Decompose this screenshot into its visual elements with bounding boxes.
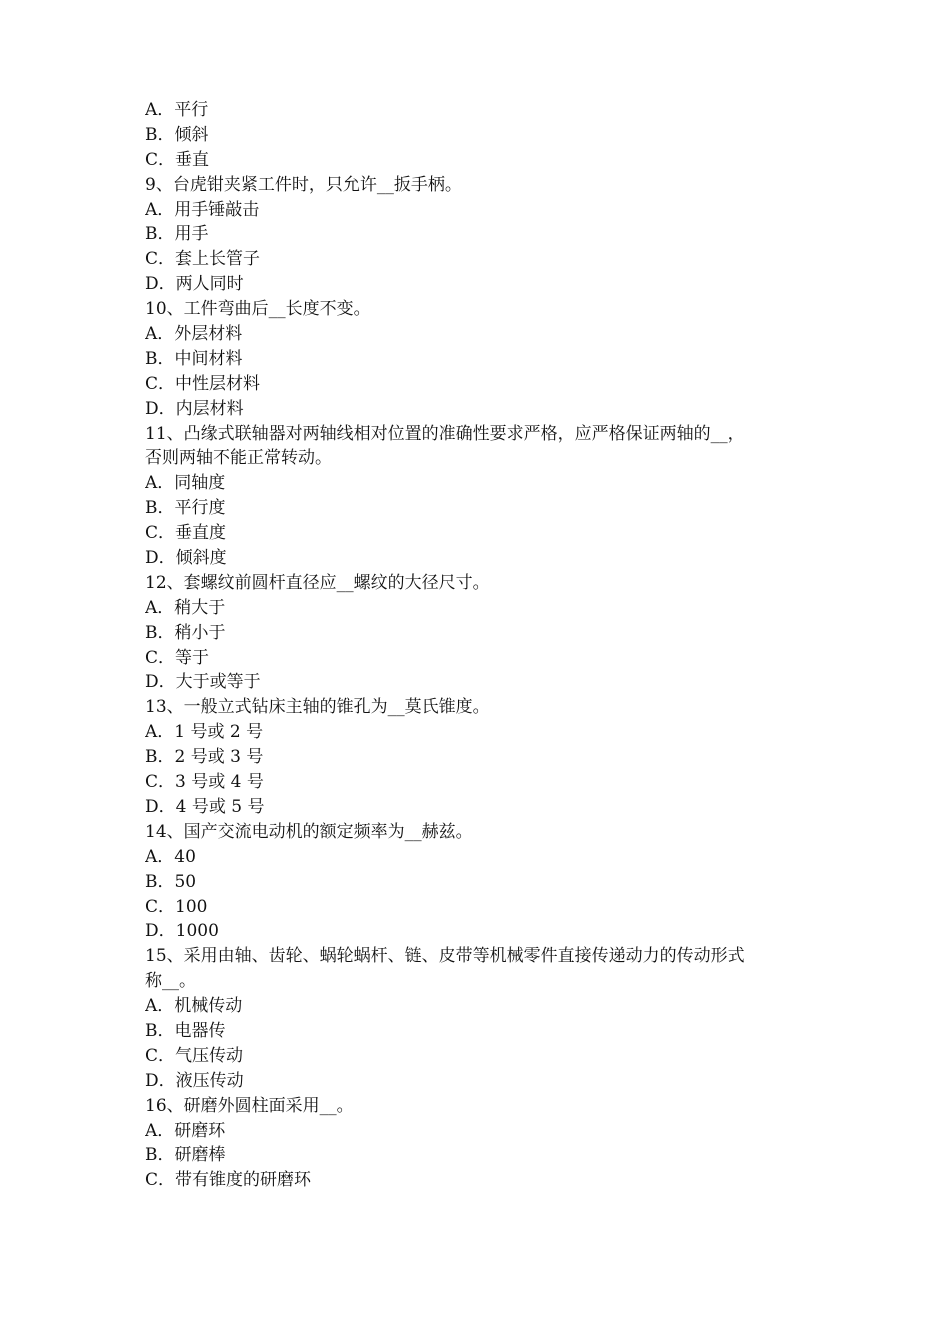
option-b: B．电器传: [145, 1020, 226, 1041]
option-c: C．等于: [145, 647, 210, 668]
option-d: D．两人同时: [145, 274, 244, 295]
option-c: C．套上长管子: [145, 249, 261, 270]
option-c: C．气压传动: [145, 1045, 244, 1066]
option-c: C．垂直: [145, 149, 210, 170]
question-text: 13、一般立式钻床主轴的锥孔为__莫氏锥度。: [145, 697, 490, 718]
option-a: A．1 号或 2 号: [145, 722, 264, 743]
question-block: [145, 695, 825, 819]
question-text-continued: 否则两轴不能正常转动。: [145, 448, 332, 469]
question-block: [145, 944, 825, 1093]
question-block: [145, 98, 825, 173]
option-c: C．垂直度: [145, 523, 227, 544]
question-block: [145, 1094, 825, 1194]
option-b: B．研磨棒: [145, 1145, 226, 1166]
question-block: [145, 422, 825, 571]
option-a: A．40: [145, 846, 196, 867]
question-text-continued: 称__。: [145, 971, 196, 992]
question-block: [145, 820, 825, 944]
option-a: A．同轴度: [145, 473, 226, 494]
option-a: A．研磨环: [145, 1120, 226, 1141]
option-c: C．中性层材料: [145, 373, 261, 394]
question-text: 16、研磨外圆柱面采用__。: [145, 1095, 354, 1116]
option-b: B．2 号或 3 号: [145, 747, 264, 768]
option-a: A．机械传动: [145, 996, 243, 1017]
option-b: B．平行度: [145, 498, 226, 519]
question-block: [145, 571, 825, 695]
question-block: [145, 173, 825, 297]
option-b: B．稍小于: [145, 622, 226, 643]
option-a: A．平行: [145, 100, 209, 120]
option-c: C．3 号或 4 号: [145, 772, 264, 793]
question-text: 12、套螺纹前圆杆直径应__螺纹的大径尺寸。: [145, 572, 490, 593]
option-b: B．50: [145, 871, 197, 892]
option-b: B．用手: [145, 224, 209, 245]
option-d: D．1000: [145, 921, 219, 942]
option-a: A．外层材料: [145, 324, 243, 345]
option-c: C．带有锥度的研磨环: [145, 1170, 312, 1191]
option-d: D．内层材料: [145, 398, 244, 419]
question-text: 11、凸缘式联轴器对两轴线相对位置的准确性要求严格，应严格保证两轴的__，: [145, 423, 745, 444]
question-block: [145, 297, 825, 421]
option-d: D．大于或等于: [145, 672, 261, 693]
question-text: 14、国产交流电动机的额定频率为__赫兹。: [145, 821, 473, 842]
option-d: D．倾斜度: [145, 548, 227, 569]
option-a: A．稍大于: [145, 597, 226, 618]
question-text: 10、工件弯曲后__长度不变。: [145, 299, 371, 320]
option-b: B．中间材料: [145, 348, 243, 369]
question-text: 15、采用由轴、齿轮、蜗轮蜗杆、链、皮带等机械零件直接传递动力的传动形式: [145, 946, 745, 967]
document-page: [145, 98, 825, 1193]
option-c: C．100: [145, 896, 208, 917]
option-a: A．用手锤敲击: [145, 199, 260, 220]
option-d: D．液压传动: [145, 1070, 244, 1091]
question-text: 9、台虎钳夹紧工件时，只允许__扳手柄。: [145, 174, 462, 195]
option-b: B．倾斜: [145, 124, 209, 145]
option-d: D．4 号或 5 号: [145, 796, 265, 817]
